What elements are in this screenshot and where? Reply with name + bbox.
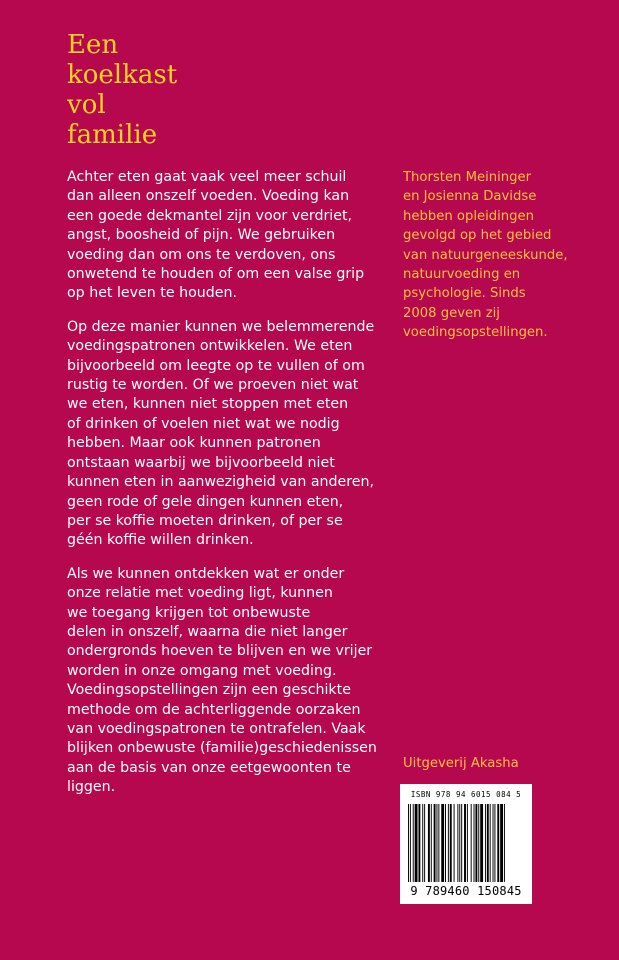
text-line: Op deze manier kunnen we belemmerende: [67, 318, 375, 335]
barcode-bar: [471, 804, 472, 882]
barcode-bar: [487, 804, 489, 882]
text-line: of drinken of voelen niet wat we nodig: [67, 415, 340, 432]
barcode-bar: [431, 804, 432, 882]
bio-line: psychologie. Sinds: [403, 286, 526, 302]
publisher-name: Uitgeverij Akasha: [403, 756, 519, 771]
barcode-bar: [448, 804, 449, 882]
title-line: vol: [67, 90, 106, 120]
text-line: bijvoorbeeld om leegte op te vullen of om: [67, 357, 365, 374]
text-line: delen in onszelf, waarna die niet langer: [67, 623, 348, 640]
title-line: familie: [67, 120, 158, 150]
barcode-bar: [438, 804, 439, 882]
barcode-bar: [500, 804, 503, 882]
barcode-bar: [504, 804, 505, 882]
text-line: worden in onze omgang met voeding.: [67, 662, 337, 679]
barcode-bar: [485, 804, 486, 882]
barcode-bar: [441, 804, 444, 882]
bio-line: hebben opleidingen: [403, 208, 534, 224]
text-line: we eten, kunnen niet stoppen met eten: [67, 396, 349, 413]
text-line: we toegang krijgen tot onbewuste: [67, 604, 311, 621]
text-line: voedingspatronen ontwikkelen. We eten: [67, 338, 353, 355]
title-line: koelkast: [67, 60, 178, 90]
barcode-bar: [418, 804, 420, 882]
barcode-bar: [474, 804, 475, 882]
bio-line: van natuurgeneeskunde,: [403, 247, 568, 263]
text-line: rustig te worden. Of we proeven niet wat: [67, 377, 359, 394]
bio-line: natuurvoeding en: [403, 267, 521, 283]
barcode-bars-icon: [408, 804, 524, 882]
text-line: Voedingsopstellingen zijn een geschikte: [67, 682, 351, 699]
bio-line: gevolgd op het gebied: [403, 228, 552, 244]
barcode-bar: [464, 804, 466, 882]
barcode-bar: [445, 804, 446, 882]
barcode-bar: [454, 804, 455, 882]
text-line: Achter eten gaat vaak veel meer schuil: [67, 169, 347, 185]
text-line: onze relatie met voeding ligt, kunnen: [67, 585, 333, 602]
title-line: Een: [67, 30, 119, 60]
barcode-bar: [422, 804, 423, 882]
barcode-number: 9 789460 150845: [410, 884, 522, 898]
barcode-bar: [459, 804, 460, 882]
bio-line: Thorsten Meininger: [403, 170, 532, 185]
barcode-bar: [424, 804, 425, 882]
barcode-bar: [480, 804, 483, 882]
text-line: kunnen eten in aanwezigheid van anderen,: [67, 474, 374, 491]
text-line: methode om de achterliggende oorzaken: [67, 701, 361, 718]
barcode-bar: [494, 804, 495, 882]
text-line: aan de basis van onze eetgewoonten te: [67, 759, 351, 776]
barcode-bar: [475, 804, 477, 882]
bio-line: en Josienna Davidse: [403, 189, 537, 205]
barcode-bar: [450, 804, 452, 882]
text-line: per se koffie moeten drinken, of per se: [67, 512, 343, 529]
text-line: blijken onbewuste (familie)geschiedenissen: [67, 740, 377, 757]
isbn-barcode: [400, 784, 532, 904]
text-line: liggen.: [67, 779, 116, 796]
barcode-bar: [478, 804, 479, 882]
barcode-bar: [428, 804, 430, 882]
barcode-bar: [437, 804, 438, 882]
bio-line: voedingsopstellingen.: [403, 325, 548, 341]
barcode-bar: [415, 804, 418, 882]
text-line: geen rode of gele dingen kunnen eten,: [67, 493, 344, 510]
barcode-bar: [434, 804, 436, 882]
text-line: hebben. Maar ook kunnen patronen: [67, 435, 321, 452]
author-bio: [403, 168, 613, 343]
barcode-bar: [467, 804, 468, 882]
text-line: ondergronds hoeven te blijven en we vrijer: [67, 643, 373, 660]
blurb: [67, 168, 377, 812]
text-line: een goede dekmantel zijn voor verdriet,: [67, 207, 353, 224]
isbn-label: ISBN 978 94 6015 084 5: [410, 790, 522, 799]
barcode-bar: [457, 804, 458, 882]
barcode-bar: [413, 804, 414, 882]
text-line: ontstaan waarbij we bijvoorbeeld niet: [67, 454, 335, 471]
bio-line: 2008 geven zij: [403, 305, 500, 321]
text-line: onwetend te houden of om een valse grip: [67, 266, 365, 283]
text-line: van voedingspatronen te ontrafelen. Vaak: [67, 720, 366, 737]
text-line: dan alleen onszelf voeden. Voeding kan: [67, 188, 350, 205]
text-line: géén koffie willen drinken.: [67, 532, 254, 549]
text-line: voeding dan om ons te verdoven, ons: [67, 246, 336, 263]
blurb-paragraph-1: [67, 168, 377, 304]
barcode-bar: [490, 804, 491, 882]
text-line: angst, boosheid of pijn. We gebruiken: [67, 227, 336, 244]
text-line: Als we kunnen ontdekken wat er onder: [67, 565, 345, 582]
text-line: op het leven te houden.: [67, 285, 237, 302]
blurb-paragraph-3: [67, 565, 377, 798]
barcode-bar: [497, 804, 499, 882]
barcode-bar: [493, 804, 494, 882]
barcode-bar: [410, 804, 411, 882]
book-title: [67, 30, 177, 150]
blurb-paragraph-2: [67, 318, 377, 551]
barcode-bar: [408, 804, 409, 882]
barcode-bar: [461, 804, 462, 882]
